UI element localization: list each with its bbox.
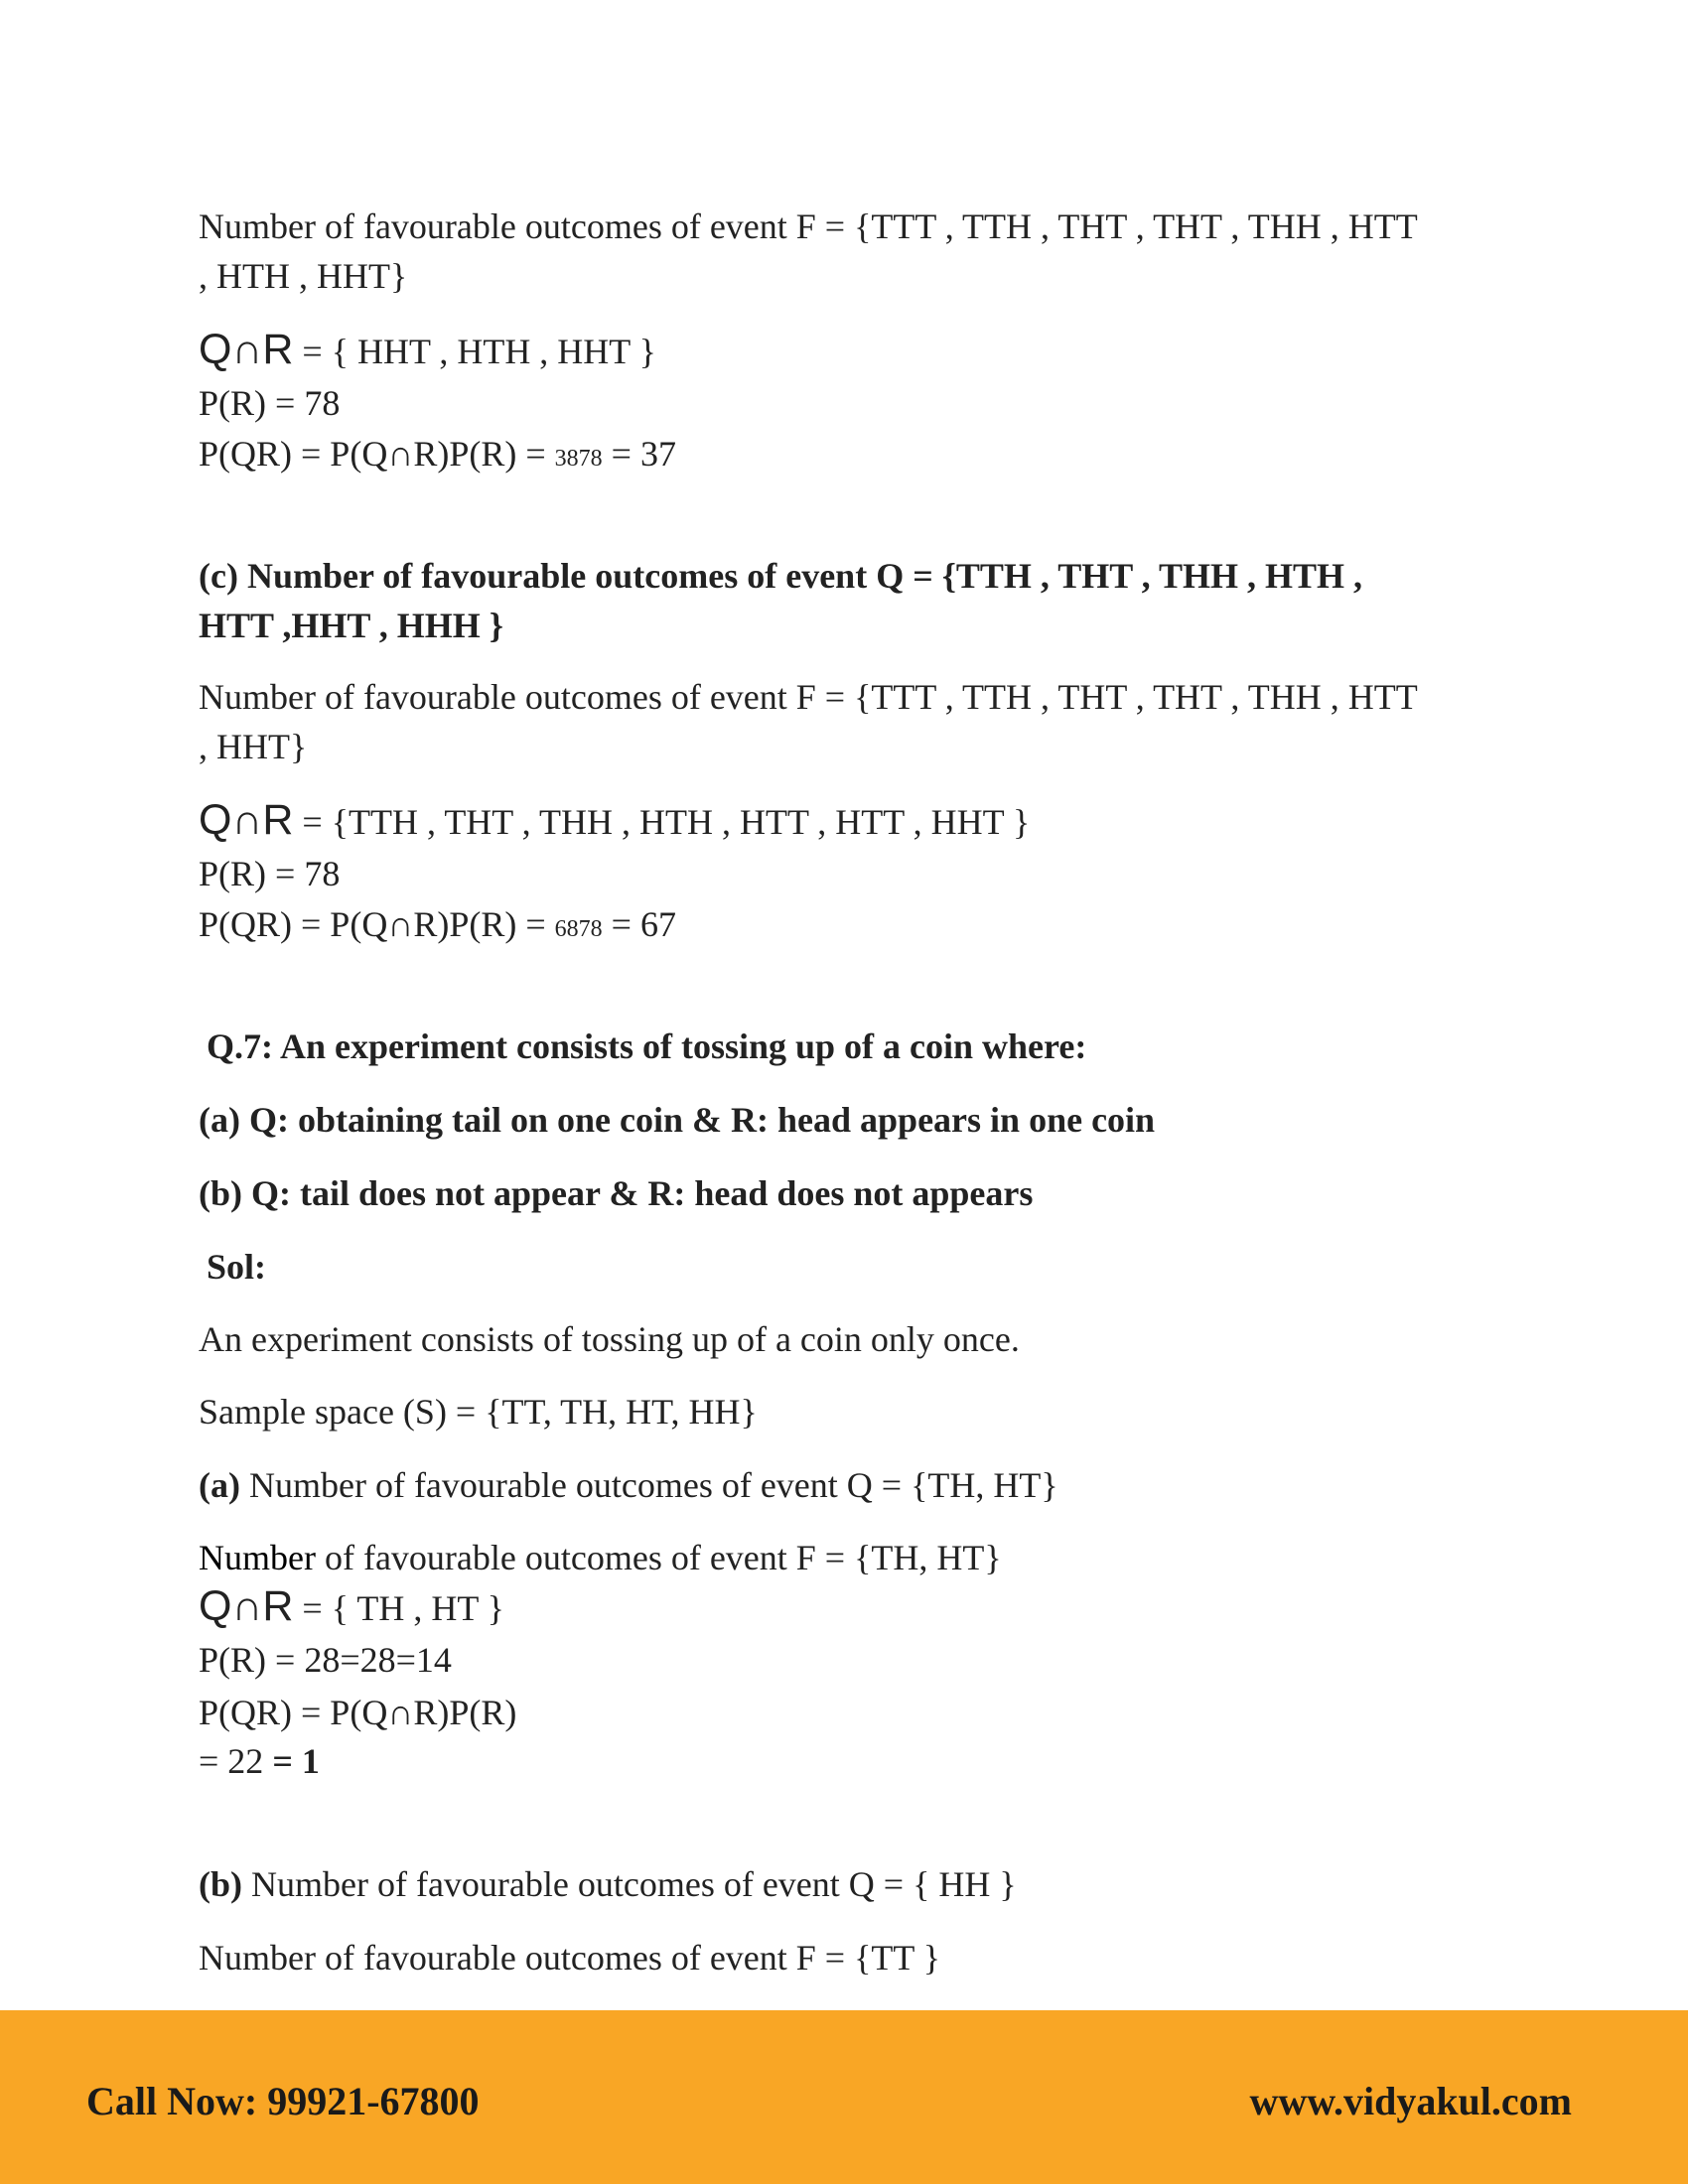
q7-a-f-outcomes	[199, 1536, 1002, 1579]
question-7-part-a: (a) Q: obtaining tail on one coin & R: head appears in one coin	[199, 1100, 1156, 1140]
q7-a-intersection	[199, 1584, 504, 1630]
result-prefix: = 22	[199, 1741, 273, 1781]
part-c-heading-line-1: (c) Number of favourable outcomes of event Q = {TTH , THT , THH , HTH ,	[199, 556, 1363, 596]
conditional-lhs: P(QR) = P(Q∩R)P(R) =	[199, 904, 555, 944]
part-c-heading-line-2: HTT ,HHT , HHH }	[199, 606, 503, 645]
q7-a-probability-r: P(R) = 28=28=14	[199, 1640, 452, 1680]
q7-b-f-outcomes: Number of favourable outcomes of event F = {TT }	[199, 1938, 940, 1978]
conditional-result: = 67	[602, 904, 676, 944]
call-now-phone[interactable]: Call Now: 99921-67800	[86, 2079, 480, 2123]
conditional-fraction: 6878	[554, 916, 603, 942]
intersection-set: = { TH , HT }	[293, 1588, 504, 1628]
part-c-f-outcomes-line-2: , HHT}	[199, 727, 308, 766]
footer-banner	[0, 2010, 1688, 2184]
conditional-probability	[199, 432, 676, 480]
intersection-set: = {TTH , THT , THH , HTH , HTT , HTT , HHT }	[293, 802, 1031, 842]
intersection-set: = { HHT , HTH , HHT }	[293, 332, 656, 371]
probability-r: P(R) = 78	[199, 383, 341, 423]
question-7-part-b: (b) Q: tail does not appear & R: head does not appears	[199, 1173, 1034, 1213]
intersection-symbol: Q∩R	[199, 326, 294, 373]
result-value: = 1	[272, 1741, 320, 1781]
f-outcomes-line-2: , HTH , HHT}	[199, 256, 408, 296]
part-c-probability-r: P(R) = 78	[199, 854, 341, 893]
intersection-line	[199, 328, 656, 373]
number-word: Number	[199, 1538, 316, 1577]
conditional-result: = 37	[602, 434, 676, 474]
conditional-lhs: P(QR) = P(Q∩R)P(R) =	[199, 434, 555, 474]
q-outcomes-text: Number of favourable outcomes of event Q = {TH, HT}	[239, 1465, 1058, 1505]
part-c-conditional-probability	[199, 902, 676, 951]
part-label: (a)	[199, 1465, 240, 1505]
conditional-fraction: 3878	[554, 446, 603, 472]
sample-space: Sample space (S) = {TT, TH, HT, HH}	[199, 1392, 758, 1432]
q-outcomes-text: Number of favourable outcomes of event Q = { HH }	[242, 1864, 1017, 1904]
solution-intro: An experiment consists of tossing up of a coin only once.	[199, 1319, 1020, 1359]
website-link[interactable]: www.vidyakul.com	[1249, 2079, 1572, 2123]
q7-a-q-outcomes	[199, 1463, 1058, 1507]
part-c-intersection-line	[199, 798, 1030, 844]
part-c-f-outcomes-line-1: Number of favourable outcomes of event F = {TTT , TTH , THT , THT , THH , HTT	[199, 677, 1418, 717]
q7-a-conditional-probability: P(QR) = P(Q∩R)P(R)	[199, 1693, 517, 1732]
part-label: (b)	[199, 1864, 242, 1904]
q7-b-q-outcomes	[199, 1862, 1017, 1906]
q7-a-result	[199, 1739, 320, 1783]
f-outcomes-text: of favourable outcomes of event F = {TH, HT}	[315, 1538, 1002, 1577]
question-7-title: Q.7: An experiment consists of tossing up of a coin where:	[207, 1026, 1087, 1066]
intersection-symbol: Q∩R	[199, 796, 294, 844]
intersection-symbol: Q∩R	[199, 1582, 294, 1630]
f-outcomes-line-1: Number of favourable outcomes of event F = {TTT , TTH , THT , THT , THH , HTT	[199, 206, 1418, 246]
solution-label: Sol:	[207, 1247, 267, 1287]
